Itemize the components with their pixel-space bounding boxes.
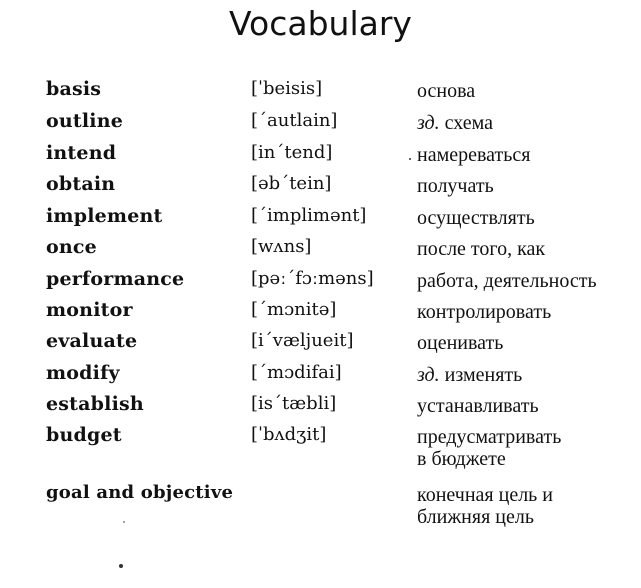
vocab-word: budget [46, 424, 122, 446]
vocab-meaning: предусматривать в бюджете [417, 426, 562, 470]
vocab-transcription: [iˊvæljueit] [251, 330, 354, 351]
vocab-transcription: [wʌns] [251, 236, 312, 257]
vocab-meaning: работа, деятельность [417, 270, 597, 292]
vocab-meaning: конечная цель и ближняя цель [417, 484, 554, 528]
vocab-transcription: [ˈbʌdʒit] [251, 424, 327, 445]
vocab-transcription: [isˊtæbli] [251, 393, 337, 414]
vocab-meaning: после того, как [417, 238, 546, 260]
scan-speck [409, 158, 411, 160]
vocab-word: implement [46, 205, 163, 227]
vocab-word: performance [46, 268, 185, 290]
vocab-meaning: получать [417, 175, 494, 197]
vocab-transcription: [ˊmɔnitə] [251, 299, 337, 320]
vocab-meaning: основа [417, 80, 476, 102]
vocab-meaning: намереваться [417, 144, 531, 166]
vocab-transcription: [pəːˊfɔːməns] [251, 268, 374, 289]
vocab-meaning: зд. изменять [417, 364, 523, 386]
vocab-word: basis [46, 78, 102, 100]
vocab-word: evaluate [46, 330, 138, 352]
vocab-word: outline [46, 110, 124, 132]
page-title: Vocabulary [229, 4, 412, 43]
vocab-word: goal and objective [46, 482, 234, 503]
vocab-meaning: зд. схема [417, 112, 494, 134]
vocab-transcription: [ˈbeisis] [251, 78, 323, 99]
vocab-word: obtain [46, 173, 116, 195]
vocab-entry [0, 482, 641, 542]
vocab-transcription: [ˊmɔdifai] [251, 362, 342, 383]
vocab-word: once [46, 236, 97, 258]
vocab-meaning: контролировать [417, 301, 552, 323]
vocab-word: establish [46, 393, 144, 415]
vocab-word: monitor [46, 299, 133, 321]
vocab-entry [0, 424, 641, 484]
vocab-transcription: [əbˊtein] [251, 173, 332, 194]
vocab-meaning: оценивать [417, 332, 504, 354]
vocab-transcription: [inˊtend] [251, 142, 333, 163]
vocab-transcription: [ˊautlain] [251, 110, 338, 131]
vocab-transcription: [ˊimplimənt] [251, 205, 367, 226]
scan-speck [119, 564, 123, 568]
vocab-word: modify [46, 362, 120, 384]
vocab-word: intend [46, 142, 117, 164]
scan-speck [123, 521, 125, 523]
vocab-meaning: осуществлять [417, 207, 535, 229]
vocab-meaning: устанавливать [417, 395, 539, 417]
